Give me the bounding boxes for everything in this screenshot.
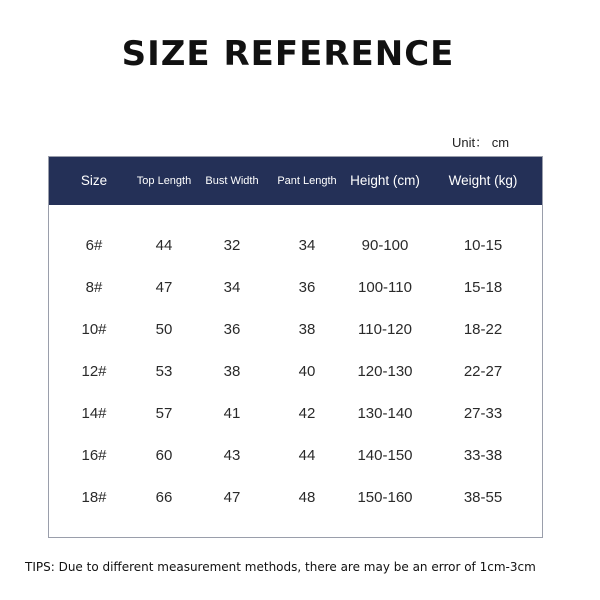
cell-weight: 15-18	[463, 279, 503, 296]
cell-size: 16#	[81, 447, 107, 464]
cell-bust-width: 43	[223, 447, 241, 464]
cell-size: 10#	[81, 321, 107, 338]
cell-height: 130-140	[357, 405, 413, 422]
cell-top-length: 57	[155, 405, 173, 422]
cell-size: 12#	[81, 363, 107, 380]
cell-height: 150-160	[357, 489, 413, 506]
cell-height: 100-110	[358, 279, 412, 296]
table-row	[49, 309, 542, 351]
table-header	[49, 157, 542, 205]
cell-weight: 10-15	[463, 237, 503, 254]
cell-top-length: 47	[155, 279, 173, 296]
cell-top-length: 50	[155, 321, 173, 338]
cell-size: 14#	[81, 405, 107, 422]
cell-pant-length: 42	[298, 405, 316, 422]
table-row	[49, 477, 542, 519]
cell-weight: 18-22	[463, 321, 503, 338]
cell-bust-width: 32	[223, 237, 241, 254]
header-bust-width: Bust Width	[205, 175, 259, 187]
cell-height: 90-100	[361, 237, 409, 254]
cell-pant-length: 36	[298, 279, 316, 296]
cell-bust-width: 47	[223, 489, 241, 506]
cell-size: 8#	[85, 279, 103, 296]
cell-size: 6#	[85, 237, 103, 254]
header-weight: Weight (kg)	[448, 173, 518, 188]
cell-weight: 33-38	[463, 447, 503, 464]
cell-pant-length: 40	[298, 363, 316, 380]
cell-weight: 27-33	[463, 405, 503, 422]
cell-size: 18#	[81, 489, 107, 506]
cell-pant-length: 48	[298, 489, 316, 506]
cell-bust-width: 34	[223, 279, 241, 296]
page-title: SIZE REFERENCE	[121, 34, 455, 74]
cell-weight: 38-55	[463, 489, 503, 506]
table-row	[49, 393, 542, 435]
cell-bust-width: 38	[223, 363, 241, 380]
cell-height: 140-150	[357, 447, 413, 464]
table-row	[49, 225, 542, 267]
cell-top-length: 60	[155, 447, 173, 464]
cell-height: 120-130	[357, 363, 413, 380]
unit-label: Unit： cm	[452, 135, 510, 150]
cell-bust-width: 36	[223, 321, 241, 338]
table-row	[49, 351, 542, 393]
cell-bust-width: 41	[223, 405, 241, 422]
header-height: Height (cm)	[350, 173, 420, 188]
cell-weight: 22-27	[463, 363, 503, 380]
table-row	[49, 267, 542, 309]
table-row	[49, 435, 542, 477]
cell-pant-length: 34	[298, 237, 316, 254]
header-pant-length: Pant Length	[277, 175, 337, 187]
cell-pant-length: 38	[298, 321, 316, 338]
cell-height: 110-120	[358, 321, 412, 338]
tips-note: TIPS: Due to different measurement methods, there are may be an error of 1cm-3cm	[25, 560, 536, 574]
cell-top-length: 44	[155, 237, 173, 254]
cell-top-length: 53	[155, 363, 173, 380]
header-top-length: Top Length	[136, 175, 192, 187]
header-size: Size	[80, 173, 108, 188]
cell-top-length: 66	[155, 489, 173, 506]
cell-pant-length: 44	[298, 447, 316, 464]
size-table	[48, 156, 543, 538]
